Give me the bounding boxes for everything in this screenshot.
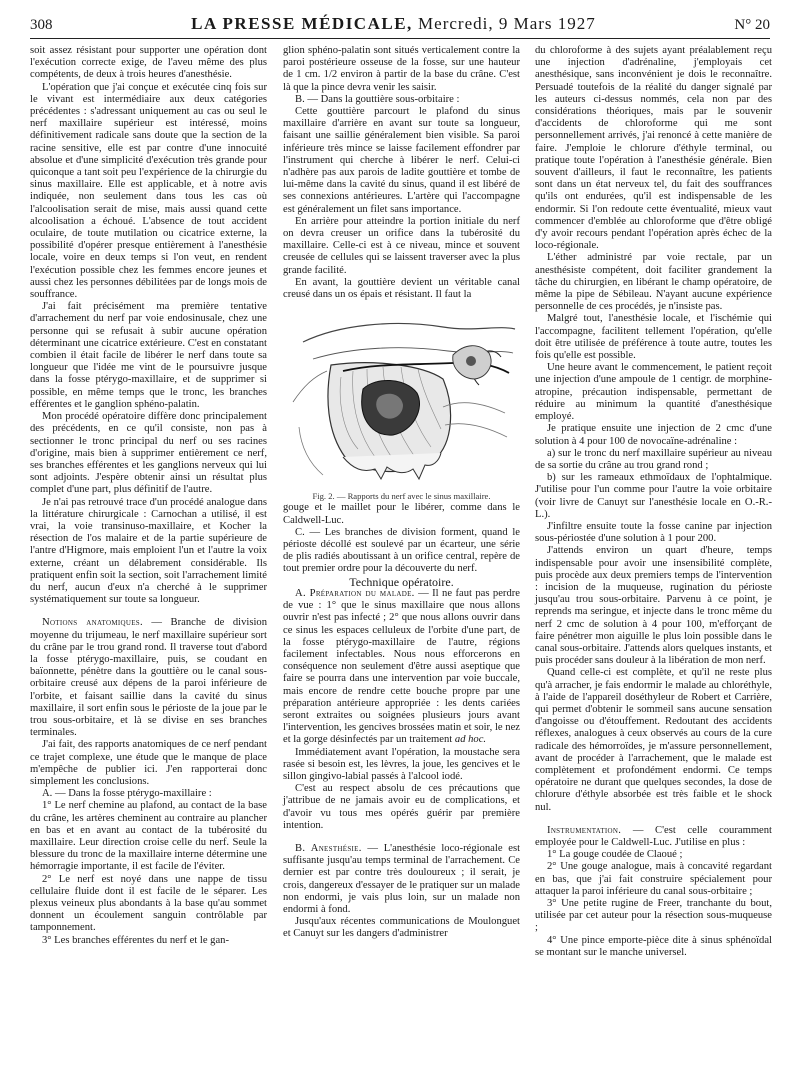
journal-title <box>191 14 596 34</box>
italic-text: ad hoc. <box>454 734 487 746</box>
anatomical-figure <box>283 307 520 487</box>
issue-date: Mercredi, 9 Mars 1927 <box>418 14 596 33</box>
figure-caption: Fig. 2. — Rapports du nerf avec le sinus maxillaire. <box>312 491 491 502</box>
paragraph: Jusqu'aux récentes communications de Moulonguet et Canuyt sur les dangers d'administrer <box>283 916 520 940</box>
paragraph-preparation <box>283 588 520 747</box>
run-in-heading: A. Préparation du malade. <box>295 587 415 599</box>
paragraph-instrumentation <box>535 825 772 849</box>
paragraph: J'ai fait, des rapports anatomiques de ce nerf pendant ce trajet complexe, une étude que le manque de place m'empêche de publier ici. J'en rapporterai donc simplement les conclusions. <box>30 739 267 787</box>
paragraph: Immédiatement avant l'opération, la moustache sera rasée si besoin est, les lèvres, la joue, les gencives et le sillon gingivo-labial passés à l'alcool iodé. <box>283 746 520 782</box>
list-item: 2° Une gouge analogue, mais à concavité regardant en bas, que j'ai fait construire spécialement pour attaquer la paroi inférieure du canal sous-orbitaire ; <box>535 861 772 897</box>
paragraph: Je pratique ensuite une injection de 2 cmc d'une solution à 4 pour 100 de novocaïne-adrénaline : <box>535 423 772 447</box>
paragraph: soit assez résistant pour supporter une opération dont l'exécution correcte exige, de l'aveu même des plus compétents, de deux à trois heures d'anesthésie. <box>30 45 267 81</box>
paragraph: Quand celle-ci est complète, et qu'il ne reste plus qu'à arracher, je fais endormir le malade au chloréthyle, à l'aide de l'appareil doséthyleur de Robert et Carrière, qui permet d'obtenir le sommeil sans aucune sensation d'angoisse ou d'étouffement. Redoutant des accidents réflexes, analogues à ceux observés au cours de la cure radicale des hémorroïdes, je m'assure personnellement, avant de procéder à l'arrachement, que le malade est complètement et profondément endormi. Ce temps opératoire ne durant que quelques secondes, la dose de chlorure d'éthyle absorbée est très faible et le shock nul. <box>535 667 772 813</box>
paragraph: J'ai fait précisément ma première tentative d'arrachement du nerf par voie endosinusale, chez une personne qui se refusait à subir aucune opération déterminant une cicatrice extérieure. C'est en constatant combien il était facile de libérer le nerf dans toute sa longueur que l'idée me vint de le poursuivre jusque dans la fosse ptérygo-maxillaire, et de supprimer si possible, en même temps que le tronc, les branches efférentes et le ganglion sphéno-palatin. <box>30 301 267 410</box>
paragraph: L'éther administré par voie rectale, par un anesthésiste compétent, doit faciliter grandement la tâche du chirurgien, en libérant le champ opératoire, de même la pipe de Sébileau. N'ayant aucune expérience personnelle de ces procédés, je n'insiste pas. <box>535 252 772 313</box>
paragraph: 1° Le nerf chemine au plafond, au contact de la base du crâne, les artères cheminent au contraire au plancher en bas et en avant au contact de la tubérosité du maxillaire. Leur direction croise celle du nerf. Seule la blessure du tronc de la maxillaire interne détermine une hémorragie importante, il est facile de l'éviter. <box>30 800 267 873</box>
paragraph: glion sphéno-palatin sont situés verticalement contre la paroi postérieure osseuse de la fosse, sur une hauteur de 1 cm. 1/2 environ à partir de la base du crâne. C'est là que la pince devra venir les saisir. <box>283 45 520 93</box>
page-number: 308 <box>30 17 53 33</box>
paragraph: b) sur les rameaux ethmoïdaux de l'ophtalmique. J'utilise pour l'un comme pour l'autre la voie orbitaire (voir livre de Canuyt sur l'anesthésie locale en O.-R.-L.). <box>535 472 772 520</box>
paragraph: gouge et le maillet pour le libérer, comme dans le Caldwell-Luc. <box>283 502 520 526</box>
paragraph: a) sur le tronc du nerf maxillaire supérieur au niveau de sa sortie du crâne au trou grand rond ; <box>535 447 772 471</box>
sinus-nerve-illustration <box>283 307 520 487</box>
paragraph-text: — Branche de division moyenne du trijumeau, le nerf maxillaire supérieur sort du crâne par le trou grand rond. Il traverse tout d'abord la fosse ptérygo-maxillaire, puis, se coudant en baïonnette, pénètre dans la gouttière ou le canal sous-orbitaire creusé aux dépens de la paroi inférieure de l'orbite, et faisant saillie dans la cavité du sinus maxillaire, il sort enfin sous le périoste de la joue par le trou sous-orbitaire, et là se divise en ses branches terminales. <box>30 617 268 739</box>
paragraph: 2° Le nerf est noyé dans une nappe de tissu cellulaire fluide dont il est facile de le séparer. Les plexus veineux plus abondants à la base qu'au sommet donnent un écoulement sanguin contrôlable par tamponnement. <box>30 873 267 934</box>
header-rule <box>30 38 770 39</box>
paragraph: Cette gouttière parcourt le plafond du sinus maxillaire d'arrière en avant sur toute sa longueur, faisant une saillie généralement bien visible. Sa paroi inférieure très mince se laisse facilement effondrer par l'instrument qui cherche à libérer le nerf. Celui-ci n'adhère pas aux parois de ladite gouttière et tombe de lui-même dans la cavité du sinus, quand il est libéré de ses connexions antérieures. L'artère qui l'accompagne est généralement un filet sans importance. <box>283 106 520 215</box>
paragraph: Malgré tout, l'anesthésie locale, et l'ischémie qui l'accompagne, facilitent tellement l'opération, qu'elle doit être utilisée de préférence à toute autre, toutes les fois qu'elle est possible. <box>535 313 772 362</box>
paragraph: En arrière pour atteindre la portion initiale du nerf on devra creuser un orifice dans la tubérosité du maxillaire. Celle-ci est à ce niveau, mince et souvent creusée de cellules qui se laissent traverser avec la plus grande facilité. <box>283 215 520 276</box>
run-in-heading: B. Anesthésie. <box>295 842 362 854</box>
column-1 <box>30 45 267 947</box>
paragraph: Mon procédé opératoire diffère donc principalement des précédents, en ce qu'il consiste, non pas à sectionner le tronc principal du nerf ou ses racines d'origine, mais bien à supprimer entièrement ce nerf, ses branches efférentes et les ganglions nerveux qui lui sont adjoints. J'espère obtenir ainsi un résultat plus complet d'une part, plus définitif de l'autre. <box>30 411 267 496</box>
run-in-heading: Notions anatomiques. <box>42 617 143 629</box>
paragraph: Une heure avant le commencement, le patient reçoit une injection d'une ampoule de 1 centigr. de morphine-atropine, précaution indispensable, permettant de réduire au minimum la quantité d'anesthésique employé. <box>535 362 772 423</box>
paragraph-text: — Il ne faut pas perdre de vue : 1° que le sinus maxillaire que nous allons ouvrir n'est pas infecté ; 2° que nous allons ouvrir dans ce sinus les espaces celluleux de l'orbite d'une part, de la fosse ptérygo-maxillaire de l'autre, régions facilement infectables. Nous nous efforcerons en conséquence non seulement d'être aussi aseptique que faire se pourra dans une intervention par voie buccale, mais encore de rendre cette bouche propre par une préparation antérieure appropriée : les dents cariées seront extraites ou soignées plusieurs jours avant l'intervention, les gencives brossées matin et soir, le nez et la gorge désinfectés par un traitement <box>283 587 520 746</box>
list-item: 1° La gouge coudée de Claoué ; <box>547 849 683 861</box>
paragraph: En avant, la gouttière devient un véritable canal creusé dans un os épais et résistant. Il faut la <box>283 276 520 301</box>
paragraph: B. — Dans la gouttière sous-orbitaire : <box>295 93 460 105</box>
run-in-heading: Instrumentation. <box>547 824 622 836</box>
paragraph: J'attends environ un quart d'heure, temps indispensable pour avoir une insensibilité complète, puis procède aux deux premiers temps de l'intervention : incision de la muqueuse, rugination du périoste jusqu'au trou sous-orbitaire. Parvenu à ce point, je reprends ma seringue, et injecte dans le tronc même du nerf 2 cmc de solution à 4 pour 100, m'efforçant de faire pénétrer mon aiguille le plus loin possible dans le canal sous-orbitaire. J'attends alors quelques instants, et puis procéder sans douleur à la libération de mon nerf. <box>535 545 772 667</box>
paragraph: 3° Les branches efférentes du nerf et le gan- <box>42 934 229 946</box>
paragraph-anesthesia <box>283 843 520 916</box>
paragraph-text: — C'est celle couramment employée pour le Caldwell-Luc. J'utilise en plus : <box>535 824 772 848</box>
paragraph: J'infiltre ensuite toute la fosse canine par injection sous-périostée d'une solution à 1 pour 200. <box>535 520 772 545</box>
section-heading: Technique opératoire. <box>349 574 454 589</box>
publication-name: LA PRESSE MÉDICALE, <box>191 14 413 33</box>
issue-number: N° 20 <box>734 17 770 33</box>
column-3 <box>535 45 772 959</box>
paragraph: du chloroforme à des sujets ayant préalablement reçu une injection d'adrénaline, j'employais cet anesthésique, sans inconvénient je dois le reconnaître. Persuadé toutefois de la réalité du danger signalé par les auteurs ci-dessus nommés, cela non par des considérations théoriques, mais par le souvenir d'accidents de chloroforme qui me sont personnellement arrivés, j'ai renoncé à cette manière de faire. J'emploie le chlorure d'éthyle terminal, ou pratique toute l'opération à l'anesthésie générale. Bien souvent d'ailleurs, il faut le reconnaître, les patients sont dans un état nerveux tel, du fait des souffrances qu'ils ont endurées, qu'il est indispensable de les endormir. Si l'on redoute cette éventualité, mieux vaut commencer d'emblée au chloroforme que d'être obligé d'y avoir recours pendant l'opération après échec de la loco-régionale. <box>535 45 772 252</box>
paragraph-text: — L'anesthésie loco-régionale est suffisante jusqu'au temps terminal de l'arrachement. Ce dernier est par contre très douloureux ; il serait, je crois, dangereux d'essayer de le pratiquer sur un malade non endormi, je vais plus loin, sur un malade non endormi à fond. <box>283 842 521 915</box>
paragraph: A. — Dans la fosse ptérygo-maxillaire : <box>42 788 212 800</box>
paragraph-anatomy <box>30 617 267 739</box>
paragraph: L'opération que j'ai conçue et exécutée cinq fois sur le vivant est intermédiaire aux deux catégories précédentes : s'adressant uniquement au cas ou seul le nerf maxillaire supérieur est intéressé, moins définitivement radicale sans doute que la section de la racine sensitive, elle est par contre d'une innocuité absolue et d'une simplicité d'exécution très grande pour quiconque a tant soit peu l'expérience de la chirurgie du sinus maxillaire. Elle est applicable, et à notre avis indiquée, non seulement dans tous les cas où l'alcoolisation serait de mise, mais aussi quand cette alcoolisation a échoué. L'absence de tout accident oculaire, de toute mutilation ou cicatrice externe, la possibilité d'opérer presque entièrement à l'anesthésie locale, voire en deux temps si l'on veut, en rendent l'exécution possible chez les femmes encore jeunes et aussi chez les personnes débilitées par de longs mois de souffrance. <box>30 81 267 301</box>
running-header <box>30 14 770 36</box>
paragraph: Je n'ai pas retrouvé trace d'un procédé analogue dans la littérature chirurgicale : Carnochan a utilisé, il est vrai, la voie transinuso-maxillaire, et Kocher la résection de l'os malaire et de la partie supérieure de l'antre d'Higmore, mais emploient l'un et l'autre la voix externe, créant un délabrement considérable. Ils pratiquent enfin soit la section, soit l'arrachement limité du nerf, aucun d'eux n'a cherché à le supprimer systématiquement sur toute sa longueur. <box>30 496 267 606</box>
paragraph: C. — Les branches de division forment, quand le périoste décollé est soulevé par un écarteur, une série de plis radiés aboutissant à un orifice central, repère de tout premier ordre pour la découverte du nerf. <box>283 526 520 575</box>
list-item: 3° Une petite rugine de Freer, tranchante du bout, utilisée par cet auteur pour la résection sous-muqueuse ; <box>535 898 772 934</box>
column-2 <box>283 45 520 941</box>
list-item: 4° Une pince emporte-pièce dite à sinus sphénoïdal se montant sur le manche universel. <box>535 934 772 958</box>
paragraph: C'est au respect absolu de ces précautions que j'attribue de ne jamais avoir eu de complications, et d'avoir vu tous mes opérés guérir par première intention. <box>283 783 520 831</box>
